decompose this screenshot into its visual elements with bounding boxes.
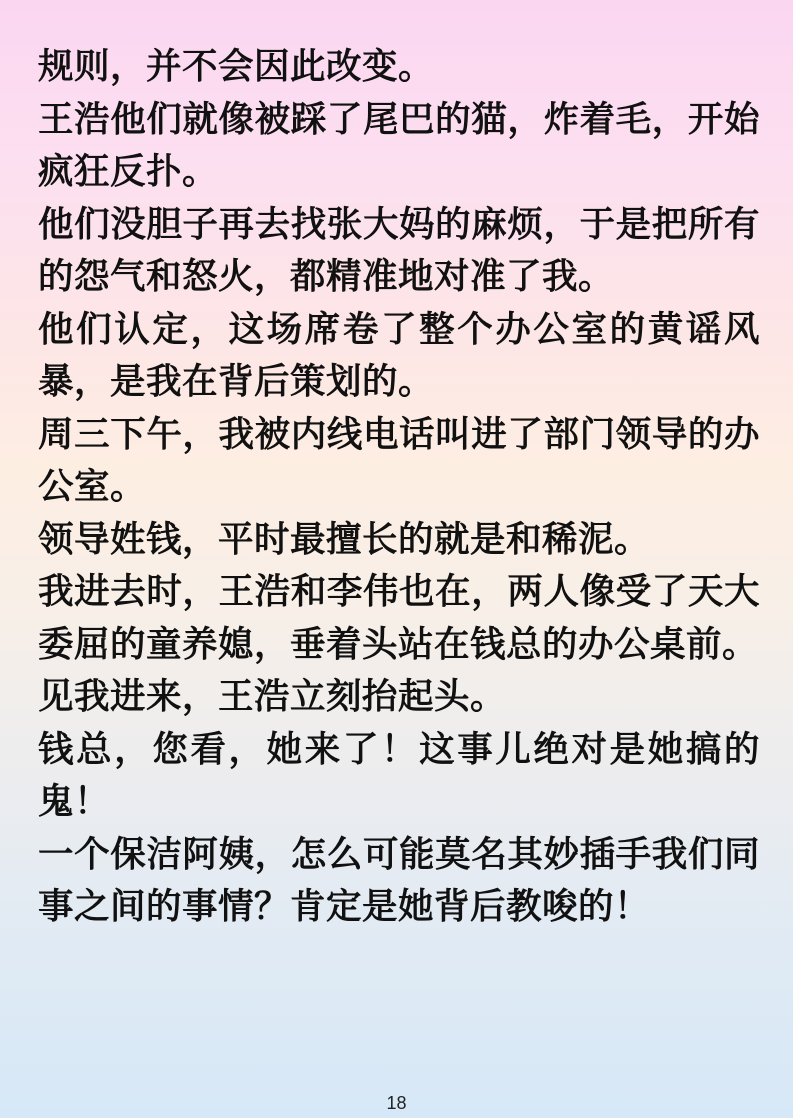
page-number: 18 — [386, 1093, 407, 1113]
paragraph: 我进去时，王浩和李伟也在，两人像受了天大委屈的童养媳，垂着头站在钱总的办公桌前。 — [38, 571, 760, 665]
document-body — [38, 41, 760, 934]
paragraph: 周三下午，我被内线电话叫进了部门领导的办公室。 — [38, 413, 760, 507]
paragraph: 他们没胆子再去找张大妈的麻烦，于是把所有的怨气和怒火，都精准地对准了我。 — [38, 203, 760, 297]
paragraph: 王浩他们就像被踩了尾巴的猫，炸着毛，开始疯狂反扑。 — [38, 98, 760, 192]
paragraph: 见我进来，王浩立刻抬起头。 — [38, 676, 507, 717]
paragraph: 领导姓钱，平时最擅长的就是和稀泥。 — [38, 518, 651, 560]
paragraph: 钱总，您看，她来了！这事儿绝对是她搞的鬼！ — [38, 728, 760, 822]
paragraph: 他们认定，这场席卷了整个办公室的黄谣风暴，是我在背后策划的。 — [38, 308, 760, 402]
paragraph: 一个保洁阿姨，怎么可能莫名其妙插手我们同事之间的事情？肯定是她背后教唆的！ — [38, 833, 760, 927]
paragraph: 规则，并不会因此改变。 — [38, 46, 435, 87]
